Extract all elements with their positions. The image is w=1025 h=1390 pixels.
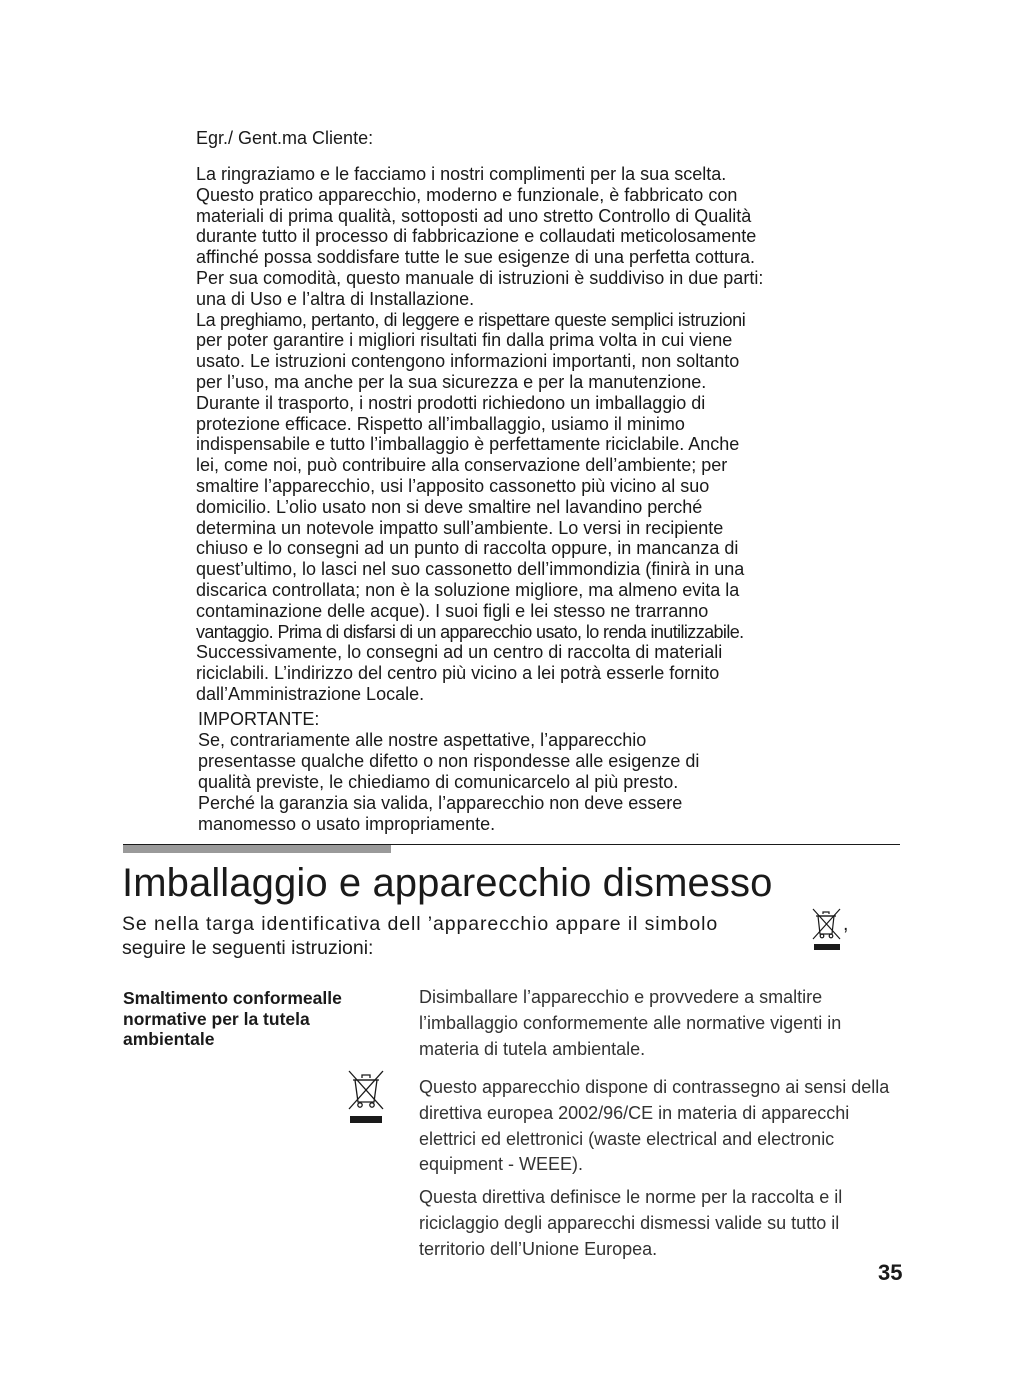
intro-line: determina un notevole impatto sull’ambiente. Lo versi in recipiente bbox=[196, 517, 724, 538]
body-paragraph-1: Disimballare l’apparecchio e provvedere a smaltire l’imballaggio conformemente alle normative vigenti in materia di tutela ambientale. bbox=[419, 987, 842, 1059]
intro-line: per poter garantire i migliori risultati fin dalla prima volta in cui viene bbox=[196, 330, 733, 351]
importante-line: qualità previste, le chiediamo di comunicarcelo al più presto. bbox=[198, 772, 679, 792]
intro-paragraph bbox=[196, 164, 846, 705]
intro-line: vantaggio. Prima di disfarsi di un apparecchio usato, lo renda inutilizzabile. bbox=[196, 621, 744, 642]
intro-line: Successivamente, lo consegni ad un centro di raccolta di materiali bbox=[196, 642, 723, 663]
importante-notice bbox=[198, 709, 838, 835]
intro-line: chiuso e lo consegni ad un punto di raccolta oppure, in mancanza di bbox=[196, 538, 739, 559]
side-heading: Smaltimento conformealle normative per la tutela ambientale bbox=[123, 988, 342, 1049]
intro-line: Per sua comodità, questo manuale di istruzioni è suddiviso in due parti: bbox=[196, 267, 764, 288]
importante-line: manomesso o usato impropriamente. bbox=[198, 814, 496, 834]
section-divider-bar bbox=[123, 845, 391, 853]
importante-line: Se, contrariamente alle nostre aspettative, l’apparecchio bbox=[198, 730, 647, 750]
intro-line: materiali di prima qualità, sottoposti ad uno stretto Controllo di Qualità bbox=[196, 205, 752, 226]
intro-line: dall’Amministrazione Locale. bbox=[196, 683, 425, 704]
intro-line: protezione efficace. Rispetto all’imballaggio, usiamo il minimo bbox=[196, 413, 685, 434]
intro-line: affinché possa soddisfare tutte le sue esigenze di una perfetta cottura. bbox=[196, 247, 756, 268]
intro-line: La ringraziamo e le facciamo i nostri complimenti per la sua scelta. bbox=[196, 164, 727, 184]
body-paragraph-2: Questo apparecchio dispone di contrassegno ai sensi della direttiva europea 2002/96/CE in materia di apparecchi elettrici ed elettronici (waste electrical and electronic equipment - WEEE). bbox=[419, 1077, 890, 1175]
intro-line: usato. Le istruzioni contengono informazioni importanti, non soltanto bbox=[196, 351, 740, 372]
intro-line: quest’ultimo, lo lasci nel suo cassonetto dell’immondizia (finirà in una bbox=[196, 559, 745, 580]
importante-title: IMPORTANTE: bbox=[198, 709, 320, 729]
intro-line: smaltire l’apparecchio, usi l’apposito cassonetto più vicino al suo bbox=[196, 475, 710, 496]
body-paragraph-3: Questa direttiva definisce le norme per la raccolta e il riciclaggio degli apparecchi dismessi valide su tutto il territorio dell’Unione Europea. bbox=[419, 1187, 843, 1259]
intro-line: durante tutto il processo di fabbricazione e collaudati meticolosamente bbox=[196, 226, 757, 247]
weee-symbol-icon bbox=[345, 1068, 387, 1126]
intro-line: per l’uso, ma anche per la sua sicurezza e per la manutenzione. bbox=[196, 371, 707, 392]
section-intro-line2: seguire le seguenti istruzioni: bbox=[122, 937, 374, 959]
salutation: Egr./ Gent.ma Cliente: bbox=[196, 128, 374, 148]
importante-line: Perché la garanzia sia valida, l’apparecchio non deve essere bbox=[198, 793, 683, 813]
intro-line: una di Uso e l’altra di Installazione. bbox=[196, 288, 475, 309]
intro-line: riciclabili. L’indirizzo del centro più vicino a lei potrà esserle fornito bbox=[196, 663, 720, 684]
importante-line: presentasse qualche difetto o non rispondesse alle esigenze di bbox=[198, 751, 700, 771]
intro-line: indispensabile e tutto l’imballaggio è perfettamente riciclabile. Anche bbox=[196, 434, 740, 455]
intro-line: lei, come noi, può contribuire alla conservazione dell’ambiente; per bbox=[196, 455, 728, 476]
intro-line: La preghiamo, pertanto, di leggere e rispettare queste semplici istruzioni bbox=[196, 309, 746, 330]
section-intro bbox=[122, 912, 902, 960]
section-title: Imballaggio e apparecchio dismesso bbox=[122, 861, 773, 905]
intro-line: domicilio. L’olio usato non si deve smaltire nel lavandino perché bbox=[196, 496, 703, 517]
crossed-out-wheelie-bin-icon bbox=[810, 907, 844, 953]
section-intro-line1: Se nella targa identificativa dell ’apparecchio appare il simbolo bbox=[122, 913, 719, 935]
page-number: 35 bbox=[878, 1260, 903, 1285]
intro-line: contaminazione delle acque). I suoi figli e lei stesso ne trarranno bbox=[196, 600, 709, 621]
section-intro-comma: , bbox=[843, 913, 849, 935]
intro-line: discarica controllata; non è la soluzione migliore, ma almeno evita la bbox=[196, 579, 740, 600]
intro-line: Questo pratico apparecchio, moderno e funzionale, è fabbricato con bbox=[196, 184, 738, 205]
intro-line: Durante il trasporto, i nostri prodotti richiedono un imballaggio di bbox=[196, 392, 706, 413]
